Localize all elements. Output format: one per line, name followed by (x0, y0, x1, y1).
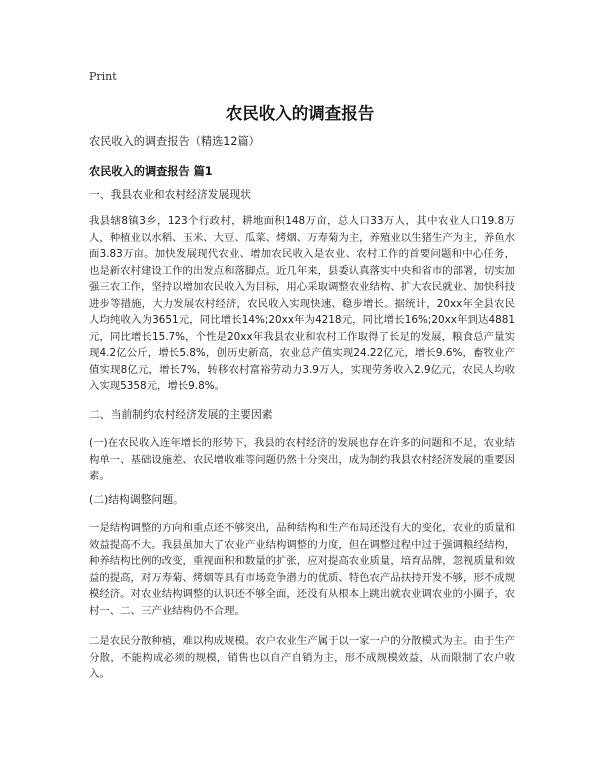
subheading-constraints: 二、当前制约农村经济发展的主要因素 (89, 408, 273, 421)
print-label[interactable]: Print (89, 70, 117, 83)
paragraph-current-status: 我县辖8镇3乡，123个行政村，耕地面积148万亩，总人口33万人，其中农业人口19.8万人，种植业以水稻、玉米、大豆、瓜菜、烤烟、万寿菊为主，养殖业以生猪生产为主，养鱼水面3.83万亩。加快发展现代农业、增加农民收入是农业、农村工作的首要问题和中心任务，也是新农村建设工作的出发点和落脚点。近几年来，县委认真落实中央和省市的部署，切实加强三农工作，坚持以增加农民收入为目标，用心采取调整农业结构、扩大农民就业、加快科技进步等措施，大力发展农村经济，农民收入实现快速、稳步增长。据统计，20xx年全县农民人均纯收入为3651元，同比增长14%;20xx年为4218元，同比增长16%;20xx年到达4881元，同比增长15.7%，个性是20xx年我县农业和农村工作取得了长足的发展，粮食总产量实现4.2亿公斤，增长5.8%，创历史新高，农业总产值实现24.22亿元，增长9.6%，畜牧业产值实现8亿元，增长7%，转移农村富裕劳动力3.9万人，实现劳务收入2.9亿元，农民人均收入实现5358元，增长9.8%。 (89, 215, 516, 392)
subheading-structure-adjustment: (二)结构调整问题。 (89, 493, 184, 506)
paragraph-structure-two: 二是农民分散种植，难以构成规模。农户农业生产属于以一家一户的分散模式为主。由于生产分散，不能构成必须的规模，销售也以自产自销为主，形不成规模效益，从而限制了农户收入。 (89, 635, 516, 680)
paragraph-structure-one: 一是结构调整的方向和重点还不够突出，品种结构和生产布局还没有大的变化，农业的质量和效益提高不大。我县虽加大了农业产业结构调整的力度，但在调整过程中过于强调粮经结构，种养结构比例的改变，重视面积和数量的扩张，应对提高农业质量，培育品牌，忽视质量和效益的提高，对万寿菊、烤烟等具有市场竞争潜力的优质、特色农产品扶持开发不够，形不成规模经济。对农业结构调整的认识还不够全面，还没有从根本上跳出就农业调农业的小圈子，农村一、二、三产业结构仍不合理。 (89, 522, 516, 617)
document-subtitle: 农民收入的调查报告（精选12篇） (89, 135, 260, 148)
section-heading: 农民收入的调查报告 篇1 (89, 165, 213, 178)
paragraph-constraints-intro: (一)在农民收入连年增长的形势下，我县的农村经济的发展也存在许多的问题和不足，农业结构单一、基础设施差、农民增收难等问题仍然十分突出，成为制约我县农村经济发展的重要因素。 (89, 437, 516, 482)
subheading-current-status: 一、我县农业和农村经济发展现状 (89, 188, 251, 201)
page-title: 农民收入的调查报告 (225, 104, 375, 123)
